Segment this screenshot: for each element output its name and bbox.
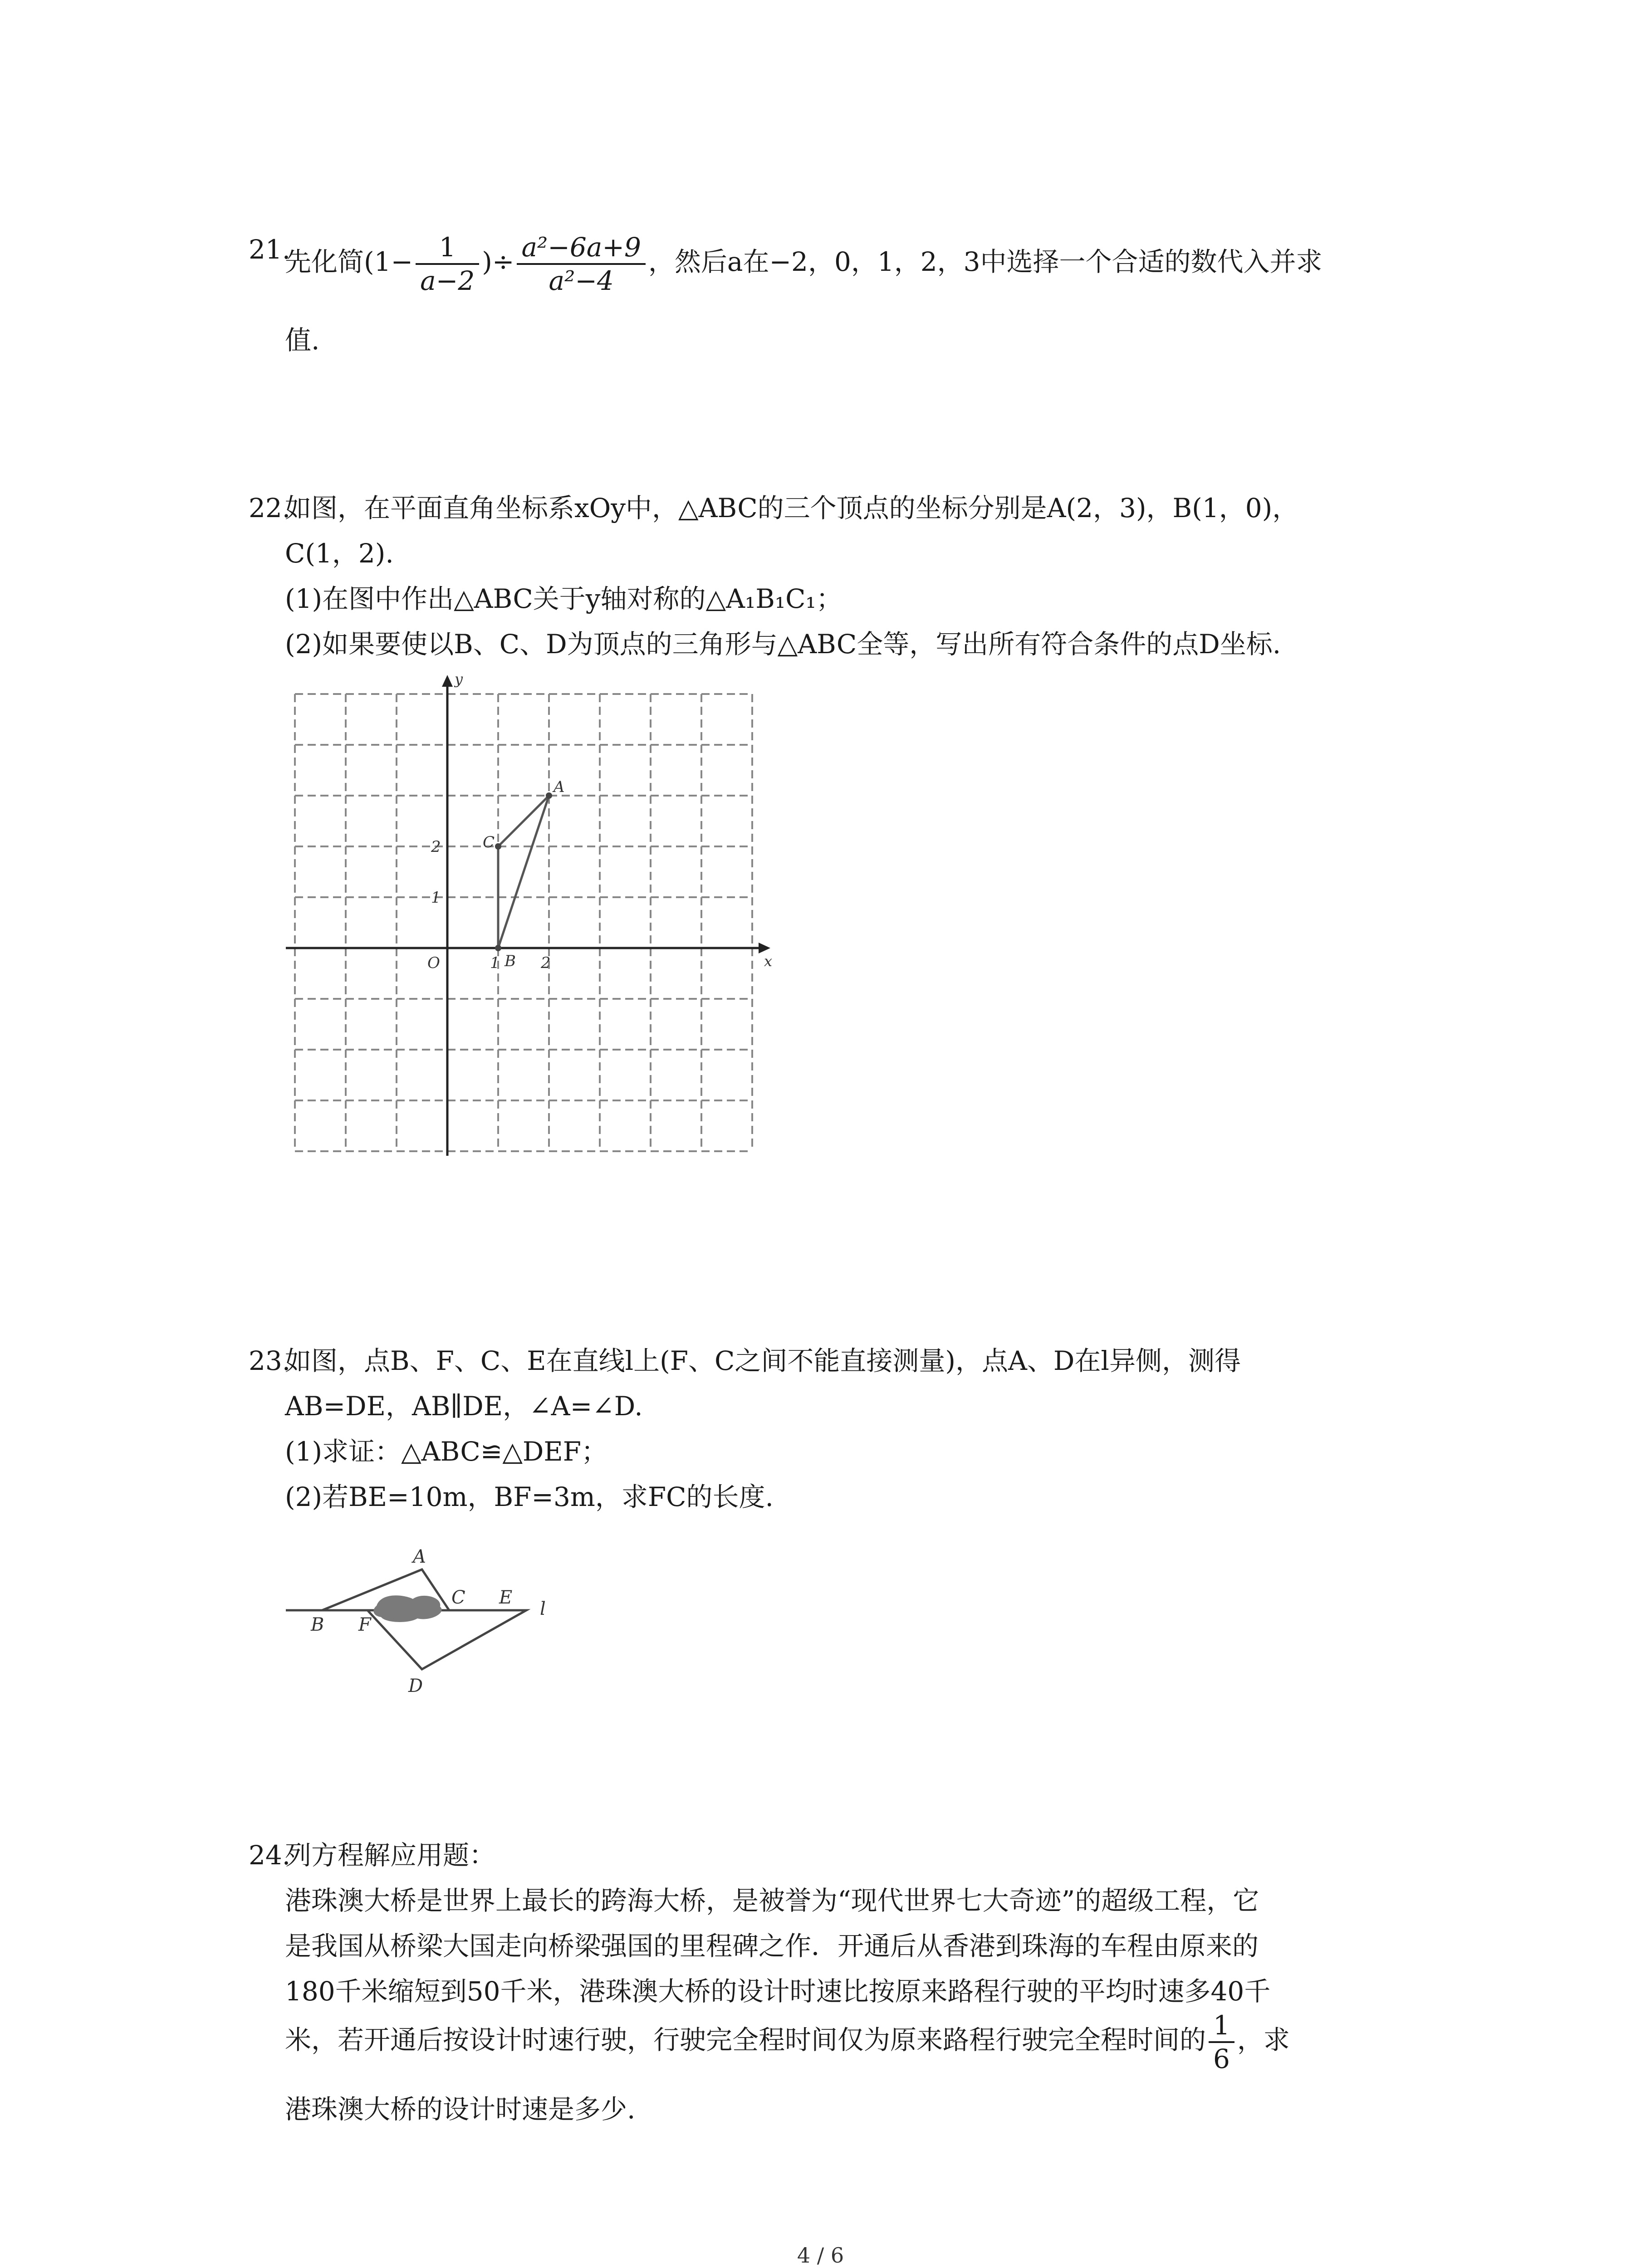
question-23	[249, 1338, 1587, 1538]
x-axis-arrow-icon	[759, 943, 770, 953]
expr-suffix: ，然后a在−2，0，1，2，3中选择一个合适的数代入并求	[648, 246, 1323, 278]
question-part-1: (1)在图中作出△ABC关于y轴对称的△A₁B₁C₁；	[285, 583, 843, 614]
point-label-c: C	[483, 833, 495, 851]
question-text-line: 如图，点B、F、C、E在直线l上(F、C之间不能直接测量)，点A、D在l异侧，测得	[285, 1345, 1241, 1376]
obstacle-blob	[373, 1595, 441, 1622]
question-text-line: 列方程解应用题：	[285, 1840, 496, 1871]
question-text-line: 如图，在平面直角坐标系xOy中，△ABC的三个顶点的坐标分别是A(2，3)，B(1，0)，	[285, 493, 1299, 523]
question-22	[249, 485, 1587, 685]
question-text-line: C(1，2).	[285, 538, 394, 569]
point-label-f: F	[358, 1614, 371, 1635]
question-number: 21.	[249, 234, 291, 265]
axes	[286, 675, 773, 1156]
fraction-denominator: 6	[1213, 2043, 1230, 2074]
question-part-1: (1)求证：△ABC≌△DEF；	[285, 1436, 608, 1467]
page-number: 4 / 6	[797, 2243, 844, 2268]
triangle-outline	[498, 796, 549, 948]
line-label-l: l	[540, 1598, 546, 1619]
point-label-c: C	[451, 1587, 465, 1608]
question-number: 24.	[249, 1840, 291, 1871]
fraction-denominator: a−2	[420, 265, 475, 296]
y-tick-label: 2	[431, 838, 441, 856]
text-segment: ，求	[1237, 2024, 1290, 2056]
point-a	[546, 792, 552, 799]
point-label-a: A	[413, 1546, 426, 1567]
point-b	[495, 945, 501, 951]
expr-prefix: 先化简(1−	[285, 246, 413, 278]
grid-lines	[295, 694, 752, 1151]
question-text-line: 是我国从桥梁大国走向桥梁强国的里程碑之作．开通后从香港到珠海的车程由原来的	[285, 1931, 1259, 1961]
fraction	[517, 231, 645, 297]
fraction	[1209, 2009, 1234, 2075]
point-label-d: D	[408, 1676, 423, 1696]
point-label-b: B	[311, 1614, 324, 1635]
question-21	[249, 227, 1564, 363]
question-text-line: 港珠澳大桥是世界上最长的跨海大桥，是被誉为“现代世界七大奇迹”的超级工程，它	[285, 1885, 1259, 1916]
point-c	[495, 843, 501, 850]
question-text-line	[285, 231, 1323, 297]
question-part-2: (2)若BE=10m，BF=3m，求FC的长度.	[285, 1481, 774, 1512]
y-axis-label: y	[455, 671, 463, 688]
point-label-a: A	[554, 778, 565, 796]
question-text-line: 港珠澳大桥的设计时速是多少.	[285, 2094, 636, 2125]
text-segment: 米，若开通后按设计时速行驶，行驶完全程时间仅为原来路程行驶完全程时间的	[285, 2024, 1206, 2056]
question-part-2: (2)如果要使以B、C、D为顶点的三角形与△ABC全等，写出所有符合条件的点D坐标.	[285, 629, 1281, 660]
question-number: 22.	[249, 493, 291, 523]
x-tick-label: 1	[490, 954, 500, 972]
question-number: 23.	[249, 1345, 291, 1376]
y-axis-arrow-icon	[442, 675, 453, 687]
fraction-denominator: a²−4	[549, 265, 614, 296]
fraction	[416, 231, 479, 297]
y-tick-label: 1	[431, 889, 441, 907]
fraction-numerator: 1	[1209, 2009, 1234, 2043]
question-text-line: AB=DE，AB∥DE，∠A=∠D.	[285, 1391, 643, 1422]
coordinate-grid-figure	[272, 671, 780, 1179]
expr-mid: )÷	[482, 246, 514, 278]
point-label-b: B	[505, 952, 516, 970]
fraction-numerator: a²−6a+9	[517, 231, 645, 265]
question-text-line	[285, 2009, 1290, 2075]
x-tick-label: 2	[541, 954, 551, 972]
geometry-figure-23	[272, 1529, 590, 1701]
question-text-line: 值.	[285, 325, 320, 356]
question-text-line: 180千米缩短到50千米，港珠澳大桥的设计时速比按原来路程行驶的平均时速多40千	[285, 1976, 1271, 2007]
point-label-e: E	[499, 1587, 513, 1608]
x-axis-label: x	[764, 953, 773, 970]
question-24	[249, 1833, 1592, 2150]
fraction-numerator: 1	[416, 231, 479, 265]
origin-label: O	[427, 954, 440, 972]
triangle-abc	[495, 792, 552, 951]
